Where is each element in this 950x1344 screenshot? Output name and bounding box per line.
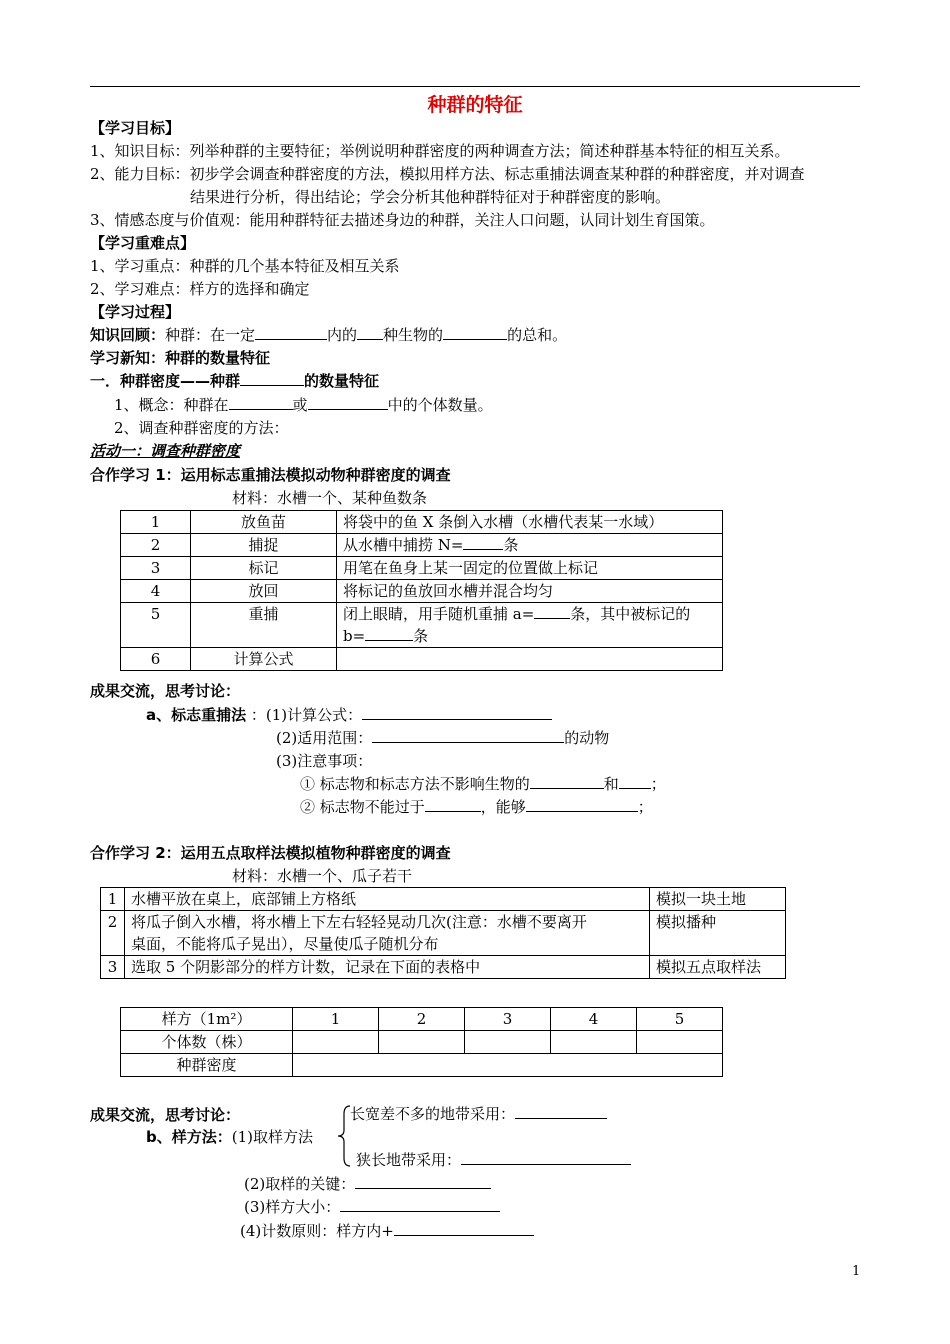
cell-text: 将瓜子倒入水槽，将水槽上下左右轻轻晃动几次(注意：水槽不要离开	[131, 913, 587, 931]
blank[interactable]	[425, 797, 481, 812]
review-text: 种群：在一定	[165, 326, 256, 344]
capture-table	[120, 510, 723, 671]
coop-1-heading: 合作学习 1：运用标志重捕法模拟动物种群密度的调查	[90, 466, 451, 484]
method-b-text: (3)样方大小：	[244, 1198, 341, 1216]
concept-text: 中的个体数量。	[387, 396, 493, 414]
cell: 选取 5 个阴影部分的样方计数，记录在下面的表格中	[125, 956, 650, 979]
note-text: ；	[650, 775, 666, 793]
page-title: 种群的特征	[427, 94, 523, 116]
cell: 3	[121, 557, 191, 580]
cell: 模拟五点取样法	[650, 956, 786, 979]
method-line: 2、调查种群密度的方法：	[114, 419, 289, 437]
cell: 1	[293, 1008, 379, 1031]
cell	[125, 911, 650, 956]
table-row	[121, 511, 723, 534]
cell: 1	[101, 888, 125, 911]
method-b-text: (1)取样方法	[231, 1128, 313, 1146]
cell: 模拟播种	[650, 911, 786, 956]
cell[interactable]	[337, 648, 723, 671]
top-rule	[90, 86, 860, 87]
method-a-label: a、标志重捕法	[146, 706, 247, 724]
cell	[337, 603, 723, 648]
blank[interactable]	[534, 604, 570, 619]
key-point-1: 1、学习重点：种群的几个基本特征及相互关系	[90, 257, 400, 275]
review-label: 知识回顾：	[90, 326, 166, 344]
note-text: ；	[637, 798, 653, 816]
table-row	[101, 956, 786, 979]
method-a-text: 的动物	[564, 729, 610, 747]
cell: 捕捉	[191, 534, 337, 557]
activity-1-heading: 活动一：调查种群密度	[90, 442, 241, 460]
table-row	[101, 911, 786, 956]
cell: 模拟一块土地	[650, 888, 786, 911]
note-text: ，能够	[480, 798, 526, 816]
table-row	[121, 557, 723, 580]
table-row	[121, 603, 723, 648]
blank[interactable]	[461, 1150, 631, 1165]
method-b-option-2	[356, 1150, 631, 1170]
cell: 4	[121, 580, 191, 603]
cell: 放鱼苗	[191, 511, 337, 534]
table-row	[101, 888, 786, 911]
note-text: ① 标志物和标志方法不影响生物的	[300, 775, 530, 793]
table-row	[121, 648, 723, 671]
cell: 将袋中的鱼 X 条倒入水槽（水槽代表某一水域）	[337, 511, 723, 534]
cell: 将标记的鱼放回水槽并混合均匀	[337, 580, 723, 603]
input-cell[interactable]	[293, 1054, 723, 1077]
cell: 4	[551, 1008, 637, 1031]
cell-text: 桌面，不能将瓜子晃出），尽量使瓜子随机分布	[131, 935, 439, 953]
cell: 种群密度	[121, 1054, 293, 1077]
discussion-heading-2: 成果交流，思考讨论：	[90, 1106, 241, 1124]
new-knowledge-heading: 学习新知：种群的数量特征	[90, 349, 271, 367]
cell: 3	[465, 1008, 551, 1031]
method-a-note-1	[300, 774, 666, 794]
concept-text: 1、概念：种群在	[114, 396, 229, 414]
blank[interactable]	[308, 395, 388, 410]
blank[interactable]	[340, 1197, 500, 1212]
discussion-heading: 成果交流，思考讨论：	[90, 682, 241, 700]
cell: 标记	[191, 557, 337, 580]
method-b-label: b、样方法：	[146, 1128, 232, 1146]
blank[interactable]	[443, 325, 507, 340]
concept-line	[114, 395, 493, 415]
method-a-note-2	[300, 797, 653, 817]
option-text: 狭长地带采用：	[356, 1151, 462, 1169]
method-b-line-2	[244, 1174, 491, 1194]
method-b-line-1	[146, 1127, 313, 1147]
method-b-option-1	[350, 1104, 607, 1124]
goal-2-cont: 结果进行分析，得出结论；学会分析其他种群特征对于种群密度的影响。	[190, 188, 671, 206]
cell: 样方（1m²）	[121, 1008, 293, 1031]
cell: 5	[121, 603, 191, 648]
knowledge-review	[90, 325, 567, 345]
goal-3: 3、情感态度与价值观：能用种群特征去描述身边的种群，关注人口问题，认同计划生育国策。	[90, 211, 715, 229]
cell: 2	[379, 1008, 465, 1031]
table-row	[121, 1008, 723, 1031]
blank[interactable]	[357, 325, 383, 340]
review-text: 的总和。	[507, 326, 568, 344]
heading-process: 【学习过程】	[90, 303, 181, 321]
review-text: 种生物的	[383, 326, 444, 344]
method-a-text: (2)适用范围：	[276, 729, 373, 747]
blank[interactable]	[619, 774, 651, 789]
sampling-steps-table	[100, 887, 786, 979]
input-cell[interactable]	[379, 1031, 465, 1054]
cell: 2	[121, 534, 191, 557]
materials-1: 材料：水槽一个、某种鱼数条	[232, 489, 428, 507]
goal-2: 2、能力目标：初步学会调查种群密度的方法，模拟用样方法、标志重捕法调查某种群的种群密度，并对调查	[90, 165, 805, 183]
method-b-line-4	[240, 1221, 534, 1241]
blank[interactable]	[530, 774, 604, 789]
method-b-text: (2)取样的关键：	[244, 1175, 356, 1193]
cell: 计算公式	[191, 648, 337, 671]
section-1-heading	[90, 371, 379, 391]
blank[interactable]	[394, 1221, 534, 1236]
cell: 6	[121, 648, 191, 671]
cell: 1	[121, 511, 191, 534]
key-point-2: 2、学习难点：样方的选择和确定	[90, 280, 310, 298]
input-cell[interactable]	[551, 1031, 637, 1054]
cell: 重捕	[191, 603, 337, 648]
cell-text: 条	[413, 627, 429, 645]
note-text: ② 标志物不能过于	[300, 798, 425, 816]
cell: 3	[101, 956, 125, 979]
blank[interactable]	[362, 705, 552, 720]
quadrat-table	[120, 1007, 723, 1077]
blank[interactable]	[463, 535, 503, 550]
method-a-line-2	[276, 728, 609, 748]
table-row	[121, 580, 723, 603]
heading-goals: 【学习目标】	[90, 119, 181, 137]
table-row	[121, 534, 723, 557]
option-text: 长宽差不多的地带采用：	[350, 1105, 516, 1123]
cell-text: 条	[503, 536, 519, 554]
input-cell[interactable]	[637, 1031, 723, 1054]
blank[interactable]	[229, 395, 293, 410]
cell: 用笔在鱼身上某一固定的位置做上标记	[337, 557, 723, 580]
cell	[337, 534, 723, 557]
page-number: 1	[852, 1264, 861, 1279]
heading-key-points: 【学习重难点】	[90, 234, 196, 252]
table-row	[121, 1054, 723, 1077]
materials-2: 材料：水槽一个、瓜子若干	[232, 867, 413, 885]
method-a-line-1	[146, 705, 552, 725]
method-a-text: ：(1)计算公式：	[250, 706, 363, 724]
blank[interactable]	[255, 325, 327, 340]
input-cell[interactable]	[465, 1031, 551, 1054]
blank[interactable]	[515, 1104, 607, 1119]
coop-2-heading: 合作学习 2：运用五点取样法模拟植物种群密度的调查	[90, 844, 451, 862]
input-cell[interactable]	[293, 1031, 379, 1054]
concept-text: 或	[292, 396, 308, 414]
note-text: 和	[603, 775, 619, 793]
cell-text: 条，其中被标记的	[570, 605, 691, 623]
method-b-line-3	[244, 1197, 500, 1217]
cell: 个体数（株）	[121, 1031, 293, 1054]
blank[interactable]	[372, 728, 564, 743]
goal-1: 1、知识目标：列举种群的主要特征；举例说明种群密度的两种调查方法；简述种群基本特征的相互关系。	[90, 142, 790, 160]
section-1-text: 一．种群密度——种群	[90, 372, 241, 390]
table-row	[121, 1031, 723, 1054]
cell: 5	[637, 1008, 723, 1031]
blank[interactable]	[355, 1174, 491, 1189]
method-a-line-3: (3)注意事项：	[276, 752, 373, 770]
cell-text: b=	[343, 627, 366, 645]
cell-text: 闭上眼睛，用手随机重捕 a=	[343, 605, 535, 623]
section-1-text: 的数量特征	[304, 372, 380, 390]
method-b-text: (4)计数原则：样方内+	[240, 1222, 394, 1240]
cell: 2	[101, 911, 125, 956]
cell: 放回	[191, 580, 337, 603]
cell: 水槽平放在桌上，底部铺上方格纸	[125, 888, 650, 911]
blank[interactable]	[365, 626, 413, 641]
blank[interactable]	[526, 797, 638, 812]
review-text: 内的	[327, 326, 358, 344]
cell-text: 从水槽中捕捞 N=	[343, 536, 464, 554]
blank[interactable]	[240, 371, 304, 386]
